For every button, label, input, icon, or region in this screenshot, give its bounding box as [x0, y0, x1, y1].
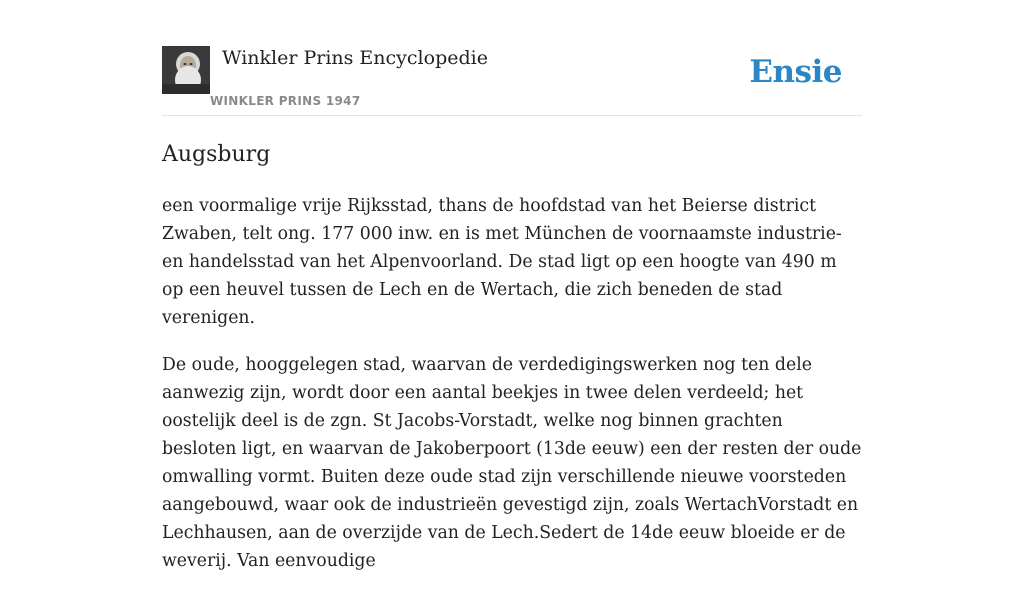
brand-logo[interactable]: Ensie	[749, 54, 842, 90]
portrait-avatar-image	[162, 46, 210, 94]
portrait-avatar[interactable]	[162, 46, 210, 94]
site-header	[162, 46, 862, 116]
article-paragraph: een voormalige vrije Rijksstad, thans de hoofdstad van het Beierse district Zwaben, telt ong. 177 000 inw. en is met München de voornaamste industrie- en handelsstad van het Alpenvoorland. De stad ligt op een hoogte van 490 m op een heuvel tussen de Lech en de Wertach, die zich beneden de stad verenigen.	[162, 196, 842, 328]
article-paragraph: De oude, hooggelegen stad, waarvan de verdedigingswerken nog ten dele aanwezig zijn, wordt door een aantal beekjes in twee delen verdeeld; het oostelijk deel is de zgn. St Jacobs-Vorstadt, welke nog binnen grachten besloten ligt, en waarvan de Jakoberpoort (13de eeuw) een der resten der oude omwalling vormt. Buiten deze oude stad zijn verschillende nieuwe voorsteden aangebouwd, waar ook de industrieën gevestigd zijn, zoals WertachVorstadt en Lechhausen, aan de overzijde van de Lech.Sedert de 14de eeuw bloeide er de weverij. Van eenvoudige	[162, 355, 862, 571]
edition-label[interactable]: WINKLER PRINS 1947	[210, 94, 361, 108]
site-name[interactable]: Winkler Prins Encyclopedie	[222, 47, 488, 69]
article-title: Augsburg	[162, 142, 271, 167]
article-content	[162, 192, 862, 594]
